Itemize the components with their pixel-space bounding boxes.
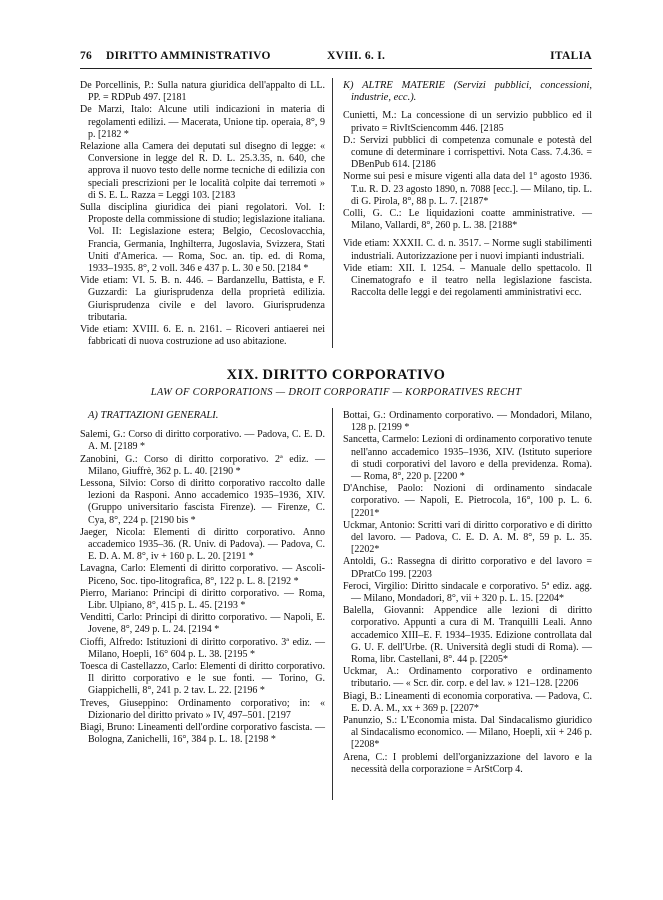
vide-etiam: Vide etiam: XVIII. 6. E. n. 2161. – Ricoveri antiaerei nei fabbricati di nuova costruzione ad uso abitazione.	[80, 324, 325, 348]
bib-entry: D'Anchise, Paolo: Nozioni di ordinamento sindacale corporativo. — Napoli, E. Pietrocola, 16°, 100 p. L. 6. [2201*	[343, 483, 592, 519]
bottom-left-column	[80, 410, 325, 746]
bib-entry: Biagi, B.: Lineamenti di economia corporativa. — Padova, C. E. D. A. M., xx + 369 p. [2207*	[343, 690, 592, 714]
bib-entry: Salemi, G.: Corso di diritto corporativo. — Padova, C. E. D. A. M. [2189 *	[80, 429, 325, 453]
column-divider-top	[332, 78, 333, 348]
bib-entry: Relazione alla Camera dei deputati sul disegno di legge: « Conversione in legge del R. D. L. 25.3.35, n. 640, che approva il nuovo testo delle norme tecniche di edilizia con speciali prescrizioni per le località colpite dai terremoti » di S. E. L. Razza = Leggi 103. [2183	[80, 141, 325, 201]
section-title: XIX. DIRITTO CORPORATIVO	[226, 367, 446, 383]
running-header	[80, 50, 592, 66]
bib-entry: De Marzi, Italo: Alcune utili indicazioni in materia di regolamenti edilizi. — Macerata, Unione tip. operaia, 8°, 9 p. [2182 *	[80, 104, 325, 140]
bib-entry: Sancetta, Carmelo: Lezioni di ordinamento corporativo tenute nell'anno accademico 1935–1936, XIV. (Istituto superiore di studi corporativi del lavoro e della previdenza. Roma). — Roma, 8°, 220 p. [2200 *	[343, 434, 592, 483]
section-subtitle: LAW OF CORPORATIONS — DROIT CORPORATIF — KORPORATIVES RECHT	[150, 387, 522, 398]
header-section-ref: XVIII. 6. I.	[327, 50, 386, 62]
header-rule	[80, 68, 592, 69]
top-right-column	[343, 80, 592, 299]
bib-entry: Biagi, Bruno: Lineamenti dell'ordine corporativo fascista. — Bologna, Zanichelli, 16°, 384 p. L. 18. [2198 *	[80, 722, 325, 746]
bib-entry: Cunietti, M.: La concessione di un servizio pubblico ed il privato = RivItSciencomm 446. [2185	[343, 110, 592, 134]
bib-entry: Antoldi, G.: Rassegna di diritto corporativo e del lavoro = DPratCo 199. [2203	[343, 556, 592, 580]
bib-entry: Toesca di Castellazzo, Carlo: Elementi di diritto corporativo. Il diritto corporativo e le sue fonti. — Torino, G. Giappichelli, 8°, 241 p. 2 tav. L. 22. [2196 *	[80, 661, 325, 697]
bib-entry: Zanobini, G.: Corso di diritto corporativo. 2ª ediz. — Milano, Giuffrè, 362 p. L. 40. [2190 *	[80, 453, 325, 477]
bib-entry: Uckmar, A.: Ordinamento corporativo e ordinamento tributario. — « Scr. dir. corp. e del lav. » 121–128. [2206	[343, 666, 592, 690]
header-country: ITALIA	[550, 50, 592, 62]
bib-entry: Cioffi, Alfredo: Istituzioni di diritto corporativo. 3ª ediz. — Milano, Hoepli, 16° 604 p. L. 38. [2195 *	[80, 636, 325, 660]
bib-entry: Feroci, Virgilio: Diritto sindacale e corporativo. 5ª ediz. agg. — Milano, Mondadori, 8°, vii + 320 p. L. 15. [2204*	[343, 580, 592, 605]
subsection-heading-k: K) ALTRE MATERIE (Servizi pubblici, concessioni, industrie, ecc.).	[343, 80, 592, 104]
bib-entry: D.: Servizi pubblici di competenza comunale e potestà del comune di determinare i corrispettivi. Nota Cass. 7.4.36. = DBenPub 614. [2186	[343, 134, 592, 171]
bottom-right-column	[343, 410, 592, 776]
bib-entry: Lavagna, Carlo: Elementi di diritto corporativo. — Ascoli-Piceno, Soc. tipo-litografica, 8°, 122 p. L. 8. [2192 *	[80, 563, 325, 587]
bib-entry: Uckmar, Antonio: Scritti vari di diritto corporativo e di diritto del lavoro. — Padova, C. E. D. A. M. 8°, 59 p. L. 35. [2202*	[343, 519, 592, 556]
bib-entry: Pierro, Mariano: Principi di diritto corporativo. — Roma, Libr. Ulpiano, 8°, 415 p. L. 45. [2193 *	[80, 587, 325, 612]
page-number: 76	[80, 50, 93, 62]
bib-entry: Panunzio, S.: L'Economia mista. Dal Sindacalismo giuridico al Sindacalismo economico. — Milano, Hoepli, xii + 246 p. [2208*	[343, 715, 592, 751]
top-left-column	[80, 80, 325, 348]
vide-etiam: Vide etiam: VI. 5. B. n. 446. – Bardanzellu, Battista, e F. Guzzardi: La giurisprudenza della proprietà edilizia. Giurisprudenza civile e del lavoro. Giurisprudenza tributaria.	[80, 275, 325, 323]
bib-entry: Lessona, Silvio: Corso di diritto corporativo raccolto dalle lezioni da Rasponi. Anno accademico 1935–1936, XIV. (Gruppo universitario fascista Firenze). — Firenze, C. Cya, 8°, 224 p. [2190 bis *	[80, 478, 325, 526]
header-title: DIRITTO AMMINISTRATIVO	[106, 50, 271, 62]
column-divider-bottom	[332, 408, 333, 800]
bib-entry: Treves, Giuseppino: Ordinamento corporativo; in: « Dizionario del diritto privato » IV, 497–501. [2197	[80, 697, 325, 721]
bib-entry: Jaeger, Nicola: Elementi di diritto corporativo. Anno accademico 1935–36. (R. Univ. di Padova). — Padova, C. E. D. A. M. 8°, iv + 160 p. L. 20. [2191 *	[80, 526, 325, 563]
bib-entry: De Porcellinis, P.: Sulla natura giuridica dell'appalto di LL. PP. = RDPub 497. [2181	[80, 80, 325, 104]
subsection-heading-a: A) TRATTAZIONI GENERALI.	[88, 410, 219, 421]
vide-etiam: Vide etiam: XXXII. C. d. n. 3517. – Norme sugli stabilimenti industriali. Autorizzazione per i nuovi impianti industriali.	[343, 238, 592, 262]
vide-etiam: Vide etiam: XII. I. 1254. – Manuale dello spettacolo. Il Cinematografo e il teatro nella legislazione fascista. Raccolta delle leggi e dei regolamenti amministrativi ecc.	[343, 262, 592, 299]
bib-entry: Norme sui pesi e misure vigenti alla data del 1° agosto 1936. T.u. R. D. 23 agosto 1890, n. 7088 [ecc.]. — Milano, tip. L. di G. Pirola, 8°, 88 p. L. 7. [2187*	[343, 171, 592, 207]
bib-entry: Colli, G. C.: Le liquidazioni coatte amministrative. — Milano, Vallardi, 8°, 260 p. L. 38. [2188*	[343, 208, 592, 232]
bib-entry: Venditti, Carlo: Principi di diritto corporativo. — Napoli, E. Jovene, 8°, 249 p. L. 24. [2194 *	[80, 612, 325, 636]
bib-entry: Balella, Giovanni: Appendice alle lezioni di diritto corporativo. Appunti a cura di M. Tranquilli Leali. Anno accademico XIII–E. F. 1934–1935. Edizione controllata dal G. U. F. dell'Urbe. (R. Università degli studi di Roma). — Roma, libr. Castellani, 8°. 44 p. [2205*	[343, 605, 592, 666]
bib-entry: Sulla disciplina giuridica dei piani regolatori. Vol. I: Proposte della commissione di studio; legislazione italiana. Vol. II: Legislazione estera; Belgio, Cecoslovacchia, Francia, Germania, Inghilterra, Jugoslavia, Svizzera, Stati Uniti d'America. — Roma, Soc. an. tip. ed. di Roma, 1933–1935. 8°, 2 voll. 346 e 437 p. L. 30 e 50. [2184 *	[80, 202, 325, 275]
bib-entry: Arena, C.: I problemi dell'organizzazione del lavoro e la necessità della corporazione = ArStCorp 4.	[343, 751, 592, 775]
bib-entry: Bottai, G.: Ordinamento corporativo. — Mondadori, Milano, 128 p. [2199 *	[343, 410, 592, 434]
